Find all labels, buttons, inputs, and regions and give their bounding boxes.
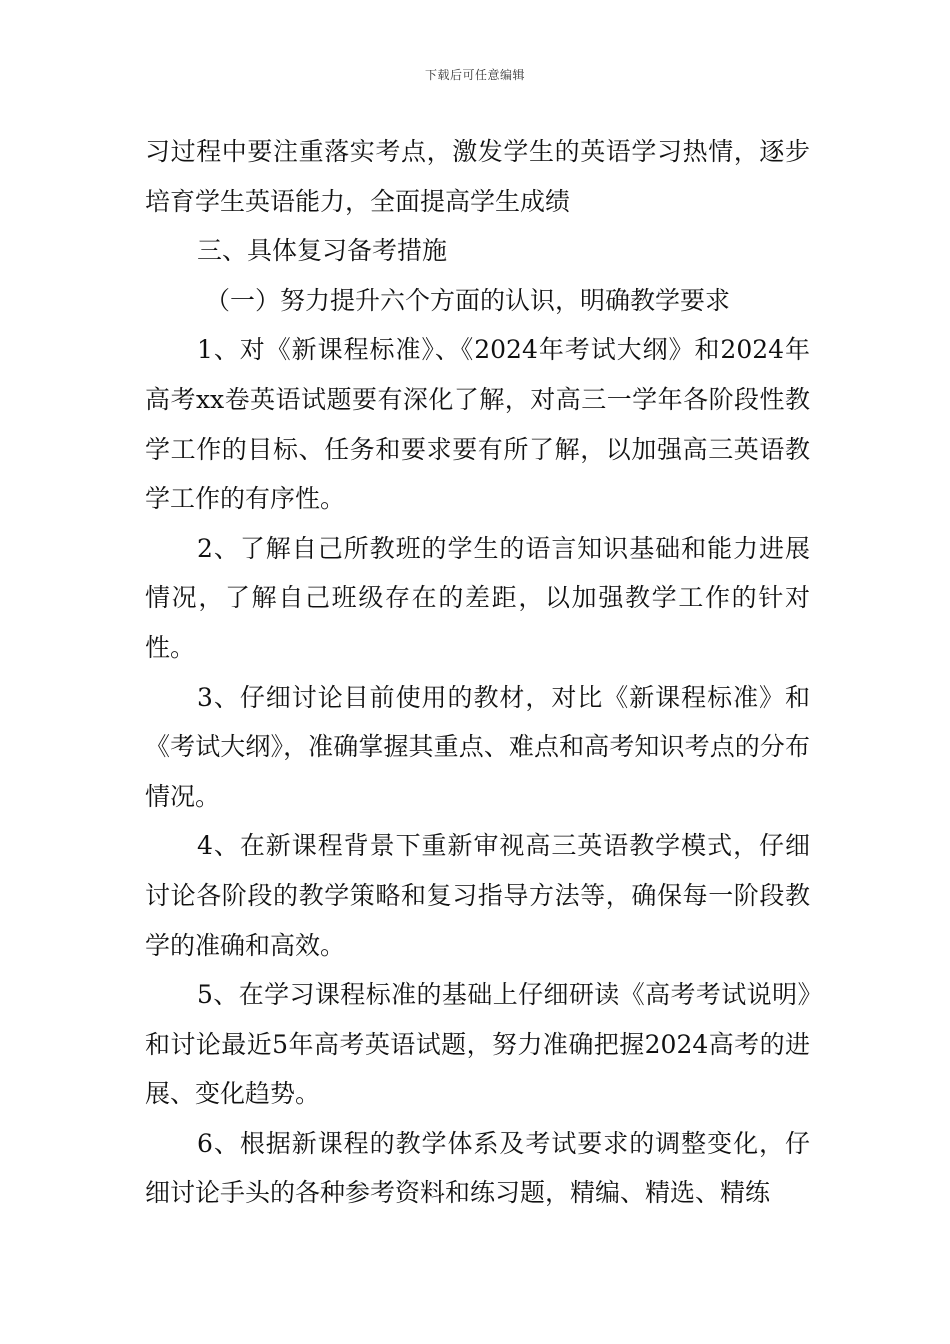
list-item-6: 6、根据新课程的教学体系及考试要求的调整变化，仔细讨论手头的各种参考资料和练习题，精编、精选、精练 xyxy=(145,1128,810,1208)
list-item-1: 1、对《新课程标准》、《2024年考试大纲》和2024年高考xx卷英语试题要有深化了解，对高三一学年各阶段性教学工作的目标、任务和要求要有所了解，以加强高三英语教学工作的有序性。 xyxy=(145,335,810,514)
list-item-4: 4、在新课程背景下重新审视高三英语教学模式，仔细讨论各阶段的教学策略和复习指导方法等，确保每一阶段教学的准确和高效。 xyxy=(145,831,810,960)
list-item-5: 5、在学习课程标准的基础上仔细研读《高考考试说明》和讨论最近5年高考英语试题，努力准确把握2024高考的进展、变化趋势。 xyxy=(145,980,810,1109)
list-item-2: 2、了解自己所教班的学生的语言知识基础和能力进展情况，了解自己班级存在的差距，以加强教学工作的针对性。 xyxy=(145,533,810,662)
list-item-3: 3、仔细讨论目前使用的教材，对比《新课程标准》和《考试大纲》，准确掌握其重点、难点和高考知识考点的分布情况。 xyxy=(145,682,810,811)
subsection-heading-one: （一）努力提升六个方面的认识，明确教学要求 xyxy=(205,285,731,315)
paragraph-continuation: 习过程中要注重落实考点，激发学生的英语学习热情，逐步培育学生英语能力，全面提高学生成绩 xyxy=(145,137,810,216)
document-body xyxy=(145,127,810,1218)
page-header: 下载后可任意编辑 xyxy=(424,68,525,82)
section-heading-three: 三、具体复习备考措施 xyxy=(197,236,448,266)
